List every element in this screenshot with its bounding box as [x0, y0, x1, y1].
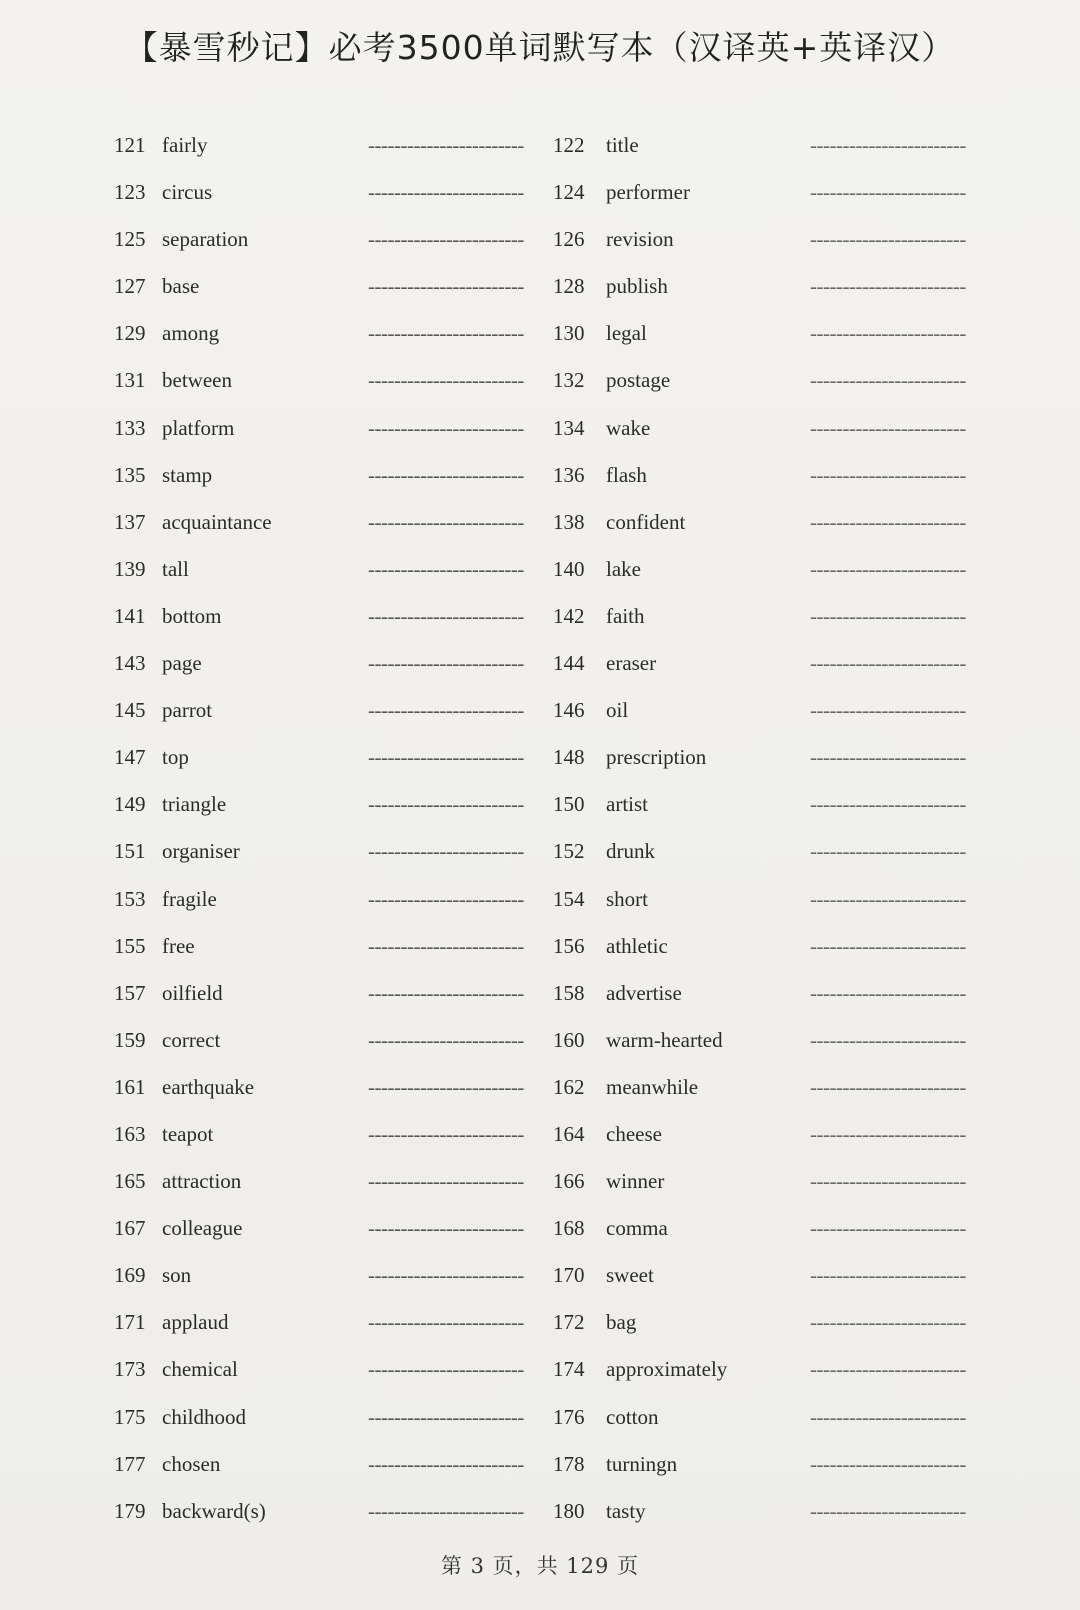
word-row [0, 970, 1080, 1017]
entry-number: 145 [114, 698, 146, 723]
entry-word: legal [606, 321, 647, 346]
answer-blank-line: ------------------------ [368, 321, 524, 346]
answer-blank-line: ------------------------ [368, 839, 524, 864]
answer-blank-line: ------------------------ [368, 415, 524, 440]
page-title: 【暴雪秒记】必考3500单词默写本（汉译英+英译汉） [124, 28, 956, 67]
entry-number: 137 [114, 509, 146, 534]
entry-number: 139 [114, 556, 146, 581]
entry-word: parrot [162, 698, 213, 723]
entry-number: 163 [114, 1121, 146, 1146]
entry-number: 141 [114, 603, 146, 628]
word-row [0, 593, 1080, 640]
entry-word: lake [606, 556, 641, 581]
answer-blank-line: ------------------------ [368, 274, 524, 299]
answer-blank-line: ------------------------ [810, 274, 966, 299]
entry-number: 161 [114, 1074, 146, 1099]
word-row [0, 452, 1080, 499]
word-row [0, 546, 1080, 593]
entry-number: 166 [553, 1169, 585, 1194]
answer-blank-line: ------------------------ [368, 509, 524, 534]
answer-blank-line: ------------------------ [810, 839, 966, 864]
entry-word: faith [606, 603, 645, 628]
answer-blank-line: ------------------------ [368, 133, 524, 157]
entry-number: 131 [114, 368, 146, 393]
entry-word: meanwhile [606, 1074, 699, 1099]
answer-blank-line: ------------------------ [810, 1451, 966, 1476]
entry-number: 147 [114, 745, 146, 770]
word-row [0, 1394, 1080, 1441]
entry-word: oil [606, 698, 629, 723]
entry-word: backward(s) [162, 1498, 266, 1523]
answer-blank-line: ------------------------ [810, 792, 966, 817]
entry-word: postage [606, 368, 671, 393]
word-row [0, 405, 1080, 452]
entry-word: teapot [162, 1121, 214, 1146]
word-row [0, 640, 1080, 687]
answer-blank-line: ------------------------ [810, 133, 966, 157]
word-row [0, 1111, 1080, 1158]
entry-word: advertise [606, 980, 682, 1005]
answer-blank-line: ------------------------ [368, 1404, 524, 1429]
answer-blank-line: ------------------------ [810, 509, 966, 534]
entry-word: separation [162, 227, 249, 252]
entry-number: 130 [553, 321, 585, 346]
entry-number: 148 [553, 745, 585, 770]
entry-word: attraction [162, 1169, 242, 1194]
entry-word: prescription [606, 745, 707, 770]
answer-blank-line: ------------------------ [810, 321, 966, 346]
answer-blank-line: ------------------------ [810, 1404, 966, 1429]
answer-blank-line: ------------------------ [810, 1357, 966, 1382]
entry-number: 177 [114, 1451, 146, 1476]
entry-number: 174 [553, 1357, 585, 1382]
entry-number: 136 [553, 462, 585, 487]
entry-number: 138 [553, 509, 585, 534]
word-row [0, 357, 1080, 404]
entry-number: 158 [553, 980, 585, 1005]
entry-word: turningn [606, 1451, 678, 1476]
answer-blank-line: ------------------------ [368, 1263, 524, 1288]
entry-number: 160 [553, 1027, 585, 1052]
answer-blank-line: ------------------------ [810, 1169, 966, 1194]
entry-word: triangle [162, 792, 227, 817]
entry-number: 126 [553, 227, 585, 252]
answer-blank-line: ------------------------ [810, 556, 966, 581]
entry-word: among [162, 321, 220, 346]
word-row [0, 1017, 1080, 1064]
entry-number: 171 [114, 1310, 146, 1335]
entry-word: drunk [606, 839, 655, 864]
word-row [0, 923, 1080, 970]
entry-word: sweet [606, 1263, 654, 1288]
entry-number: 122 [553, 133, 585, 157]
answer-blank-line: ------------------------ [810, 180, 966, 205]
entry-number: 156 [553, 933, 585, 958]
entry-number: 143 [114, 651, 146, 676]
answer-blank-line: ------------------------ [368, 1451, 524, 1476]
entry-number: 167 [114, 1216, 146, 1241]
word-row [0, 216, 1080, 263]
entry-word: chosen [162, 1451, 221, 1476]
entry-number: 132 [553, 368, 585, 393]
answer-blank-line: ------------------------ [368, 227, 524, 252]
entry-word: colleague [162, 1216, 243, 1241]
entry-number: 157 [114, 980, 146, 1005]
entry-number: 164 [553, 1121, 585, 1146]
entry-word: winner [606, 1169, 665, 1194]
word-row [0, 1158, 1080, 1205]
entry-word: oilfield [162, 980, 223, 1005]
entry-word: chemical [162, 1357, 238, 1382]
entry-number: 135 [114, 462, 146, 487]
answer-blank-line: ------------------------ [810, 1121, 966, 1146]
entry-word: athletic [606, 933, 668, 958]
entry-word: wake [606, 415, 651, 440]
page-footer: 第 3 页，共 129 页 [440, 1554, 640, 1578]
entry-number: 140 [553, 556, 585, 581]
answer-blank-line: ------------------------ [810, 368, 966, 393]
answer-blank-line: ------------------------ [368, 745, 524, 770]
word-row [0, 169, 1080, 216]
answer-blank-line: ------------------------ [368, 886, 524, 911]
answer-blank-line: ------------------------ [368, 462, 524, 487]
answer-blank-line: ------------------------ [810, 1498, 966, 1523]
entry-number: 142 [553, 603, 585, 628]
answer-blank-line: ------------------------ [368, 698, 524, 723]
entry-number: 123 [114, 180, 146, 205]
entry-word: free [162, 933, 195, 958]
entry-number: 124 [553, 180, 585, 205]
entry-word: between [162, 368, 232, 393]
entry-number: 175 [114, 1404, 146, 1429]
entry-word: base [162, 274, 200, 299]
entry-number: 125 [114, 227, 146, 252]
answer-blank-line: ------------------------ [368, 1027, 524, 1052]
entry-word: fragile [162, 886, 217, 911]
entry-number: 133 [114, 415, 146, 440]
entry-number: 179 [114, 1498, 146, 1523]
entry-word: earthquake [162, 1074, 255, 1099]
answer-blank-line: ------------------------ [368, 933, 524, 958]
entry-number: 121 [114, 133, 146, 157]
entry-number: 176 [553, 1404, 585, 1429]
entry-word: organiser [162, 839, 240, 864]
entry-number: 172 [553, 1310, 585, 1335]
answer-blank-line: ------------------------ [368, 603, 524, 628]
entry-word: fairly [162, 133, 208, 157]
word-row [0, 1346, 1080, 1393]
answer-blank-line: ------------------------ [368, 1169, 524, 1194]
entry-word: bottom [162, 603, 222, 628]
answer-blank-line: ------------------------ [368, 180, 524, 205]
entry-word: flash [606, 462, 647, 487]
entry-number: 152 [553, 839, 585, 864]
answer-blank-line: ------------------------ [810, 415, 966, 440]
word-row [0, 1064, 1080, 1111]
entry-number: 150 [553, 792, 585, 817]
answer-blank-line: ------------------------ [810, 1027, 966, 1052]
answer-blank-line: ------------------------ [810, 980, 966, 1005]
entry-word: cotton [606, 1404, 659, 1429]
answer-blank-line: ------------------------ [810, 886, 966, 911]
entry-word: tasty [606, 1498, 646, 1523]
entry-word: artist [606, 792, 648, 817]
word-row [0, 876, 1080, 923]
word-row [0, 687, 1080, 734]
entry-word: childhood [162, 1404, 246, 1429]
entry-word: warm-hearted [606, 1027, 723, 1052]
entry-number: 149 [114, 792, 146, 817]
word-row [0, 1441, 1080, 1488]
word-row [0, 1205, 1080, 1252]
entry-word: correct [162, 1027, 221, 1052]
entry-number: 128 [553, 274, 585, 299]
entry-word: stamp [162, 462, 213, 487]
entry-word: son [162, 1263, 192, 1288]
answer-blank-line: ------------------------ [810, 1216, 966, 1241]
answer-blank-line: ------------------------ [368, 556, 524, 581]
answer-blank-line: ------------------------ [810, 227, 966, 252]
entry-number: 169 [114, 1263, 146, 1288]
answer-blank-line: ------------------------ [368, 1357, 524, 1382]
entry-word: confident [606, 509, 686, 534]
answer-blank-line: ------------------------ [810, 745, 966, 770]
word-row [0, 1299, 1080, 1346]
entry-number: 151 [114, 839, 146, 864]
word-row [0, 122, 1080, 169]
answer-blank-line: ------------------------ [810, 1310, 966, 1335]
entry-number: 144 [553, 651, 585, 676]
entry-word: acquaintance [162, 509, 272, 534]
entry-number: 154 [553, 886, 585, 911]
answer-blank-line: ------------------------ [368, 651, 524, 676]
entry-word: circus [162, 180, 213, 205]
word-row [0, 263, 1080, 310]
entry-word: bag [606, 1310, 637, 1335]
entry-number: 129 [114, 321, 146, 346]
word-list [0, 122, 1080, 1535]
entry-word: publish [606, 274, 668, 299]
entry-number: 134 [553, 415, 585, 440]
entry-number: 165 [114, 1169, 146, 1194]
entry-number: 127 [114, 274, 146, 299]
answer-blank-line: ------------------------ [368, 1498, 524, 1523]
answer-blank-line: ------------------------ [810, 462, 966, 487]
entry-number: 146 [553, 698, 585, 723]
answer-blank-line: ------------------------ [810, 1263, 966, 1288]
entry-word: approximately [606, 1357, 728, 1382]
answer-blank-line: ------------------------ [368, 368, 524, 393]
answer-blank-line: ------------------------ [810, 698, 966, 723]
word-row [0, 310, 1080, 357]
entry-word: top [162, 745, 189, 770]
word-row [0, 499, 1080, 546]
entry-word: comma [606, 1216, 668, 1241]
word-row [0, 1488, 1080, 1535]
answer-blank-line: ------------------------ [368, 980, 524, 1005]
entry-number: 159 [114, 1027, 146, 1052]
answer-blank-line: ------------------------ [368, 1074, 524, 1099]
word-row [0, 734, 1080, 781]
entry-number: 155 [114, 933, 146, 958]
entry-number: 178 [553, 1451, 585, 1476]
answer-blank-line: ------------------------ [368, 792, 524, 817]
entry-word: revision [606, 227, 674, 252]
word-row [0, 781, 1080, 828]
entry-word: tall [162, 556, 189, 581]
entry-word: short [606, 886, 648, 911]
answer-blank-line: ------------------------ [810, 1074, 966, 1099]
answer-blank-line: ------------------------ [810, 933, 966, 958]
entry-word: applaud [162, 1310, 229, 1335]
entry-number: 170 [553, 1263, 585, 1288]
answer-blank-line: ------------------------ [810, 651, 966, 676]
entry-number: 168 [553, 1216, 585, 1241]
entry-word: page [162, 651, 202, 676]
word-row [0, 828, 1080, 875]
answer-blank-line: ------------------------ [368, 1121, 524, 1146]
entry-number: 173 [114, 1357, 146, 1382]
entry-word: eraser [606, 651, 657, 676]
entry-number: 180 [553, 1498, 585, 1523]
answer-blank-line: ------------------------ [368, 1310, 524, 1335]
entry-word: platform [162, 415, 235, 440]
entry-number: 153 [114, 886, 146, 911]
entry-word: title [606, 133, 639, 157]
answer-blank-line: ------------------------ [810, 603, 966, 628]
word-row [0, 1252, 1080, 1299]
entry-word: performer [606, 180, 690, 205]
answer-blank-line: ------------------------ [368, 1216, 524, 1241]
entry-number: 162 [553, 1074, 585, 1099]
entry-word: cheese [606, 1121, 662, 1146]
